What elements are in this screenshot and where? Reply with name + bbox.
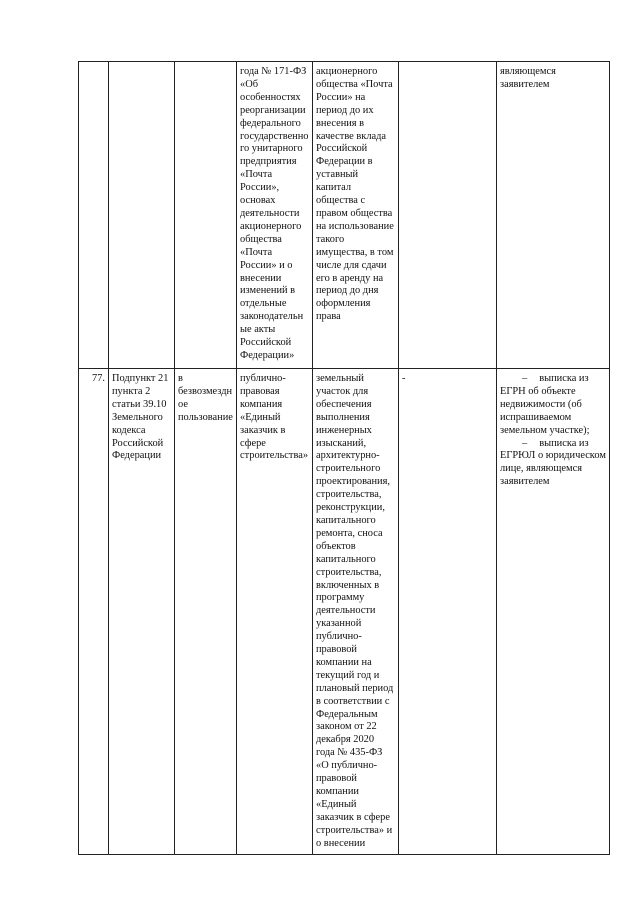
list-dash: – <box>522 373 528 384</box>
document-requirement <box>500 438 606 490</box>
right-type-cell <box>175 62 237 369</box>
documents-cell <box>497 369 610 855</box>
document-requirement-text: выписка из ЕГРН об объекте недвижимости (об испрашиваемом земельном участке); <box>500 373 590 436</box>
document-requirement <box>500 373 606 438</box>
purpose-cell: земельный участок для обеспечения выполнения инженерных изысканий, архитектурно-строительного проектирования, строительства, реконструкции, капитального ремонта, сноса объектов капитального строительства, включенных в программу деятельности указанной публично-правовой компании на текущий год и плановый период в соответствии с Федеральным законом от 22 декабря 2020 года № 435-ФЗ «О публично-правовой компании «Единый заказчик в сфере строительства» и о внесении <box>313 369 399 855</box>
table-row <box>79 62 610 369</box>
document-requirement-text: выписка из ЕГРЮЛ о юридическом лице, являющемся заявителем <box>500 437 606 488</box>
documents-cell: являющемся заявителем <box>497 62 610 369</box>
term-cell: - <box>399 369 497 855</box>
land-grant-table <box>78 61 610 855</box>
row-number-cell <box>79 62 109 369</box>
right-type-cell: в безвозмездное пользование <box>175 369 237 855</box>
person-cell: публично-правовая компания «Единый заказчик в сфере строительства» <box>237 369 313 855</box>
basis-cell: Подпункт 21 пункта 2 статьи 39.10 Земельного кодекса Российской Федерации <box>109 369 175 855</box>
table-row <box>79 369 610 855</box>
row-number-cell: 77. <box>79 369 109 855</box>
purpose-cell: акционерного общества «Почта России» на период до их внесения в качестве вклада Российской Федерации в уставный капитал общества с правом общества на использование такого имущества, в том числе для сдачи его в аренду на период до дня оформления права <box>313 62 399 369</box>
basis-cell <box>109 62 175 369</box>
list-dash: – <box>522 437 528 449</box>
term-cell <box>399 62 497 369</box>
person-cell: года № 171-ФЗ «Об особенностях реорганизации федерального государственного унитарного предприятия «Почта России», основах деятельности акционерного общества «Почта России» и о внесении изменений в отдельные законодательные акты Российской Федерации» <box>237 62 313 369</box>
